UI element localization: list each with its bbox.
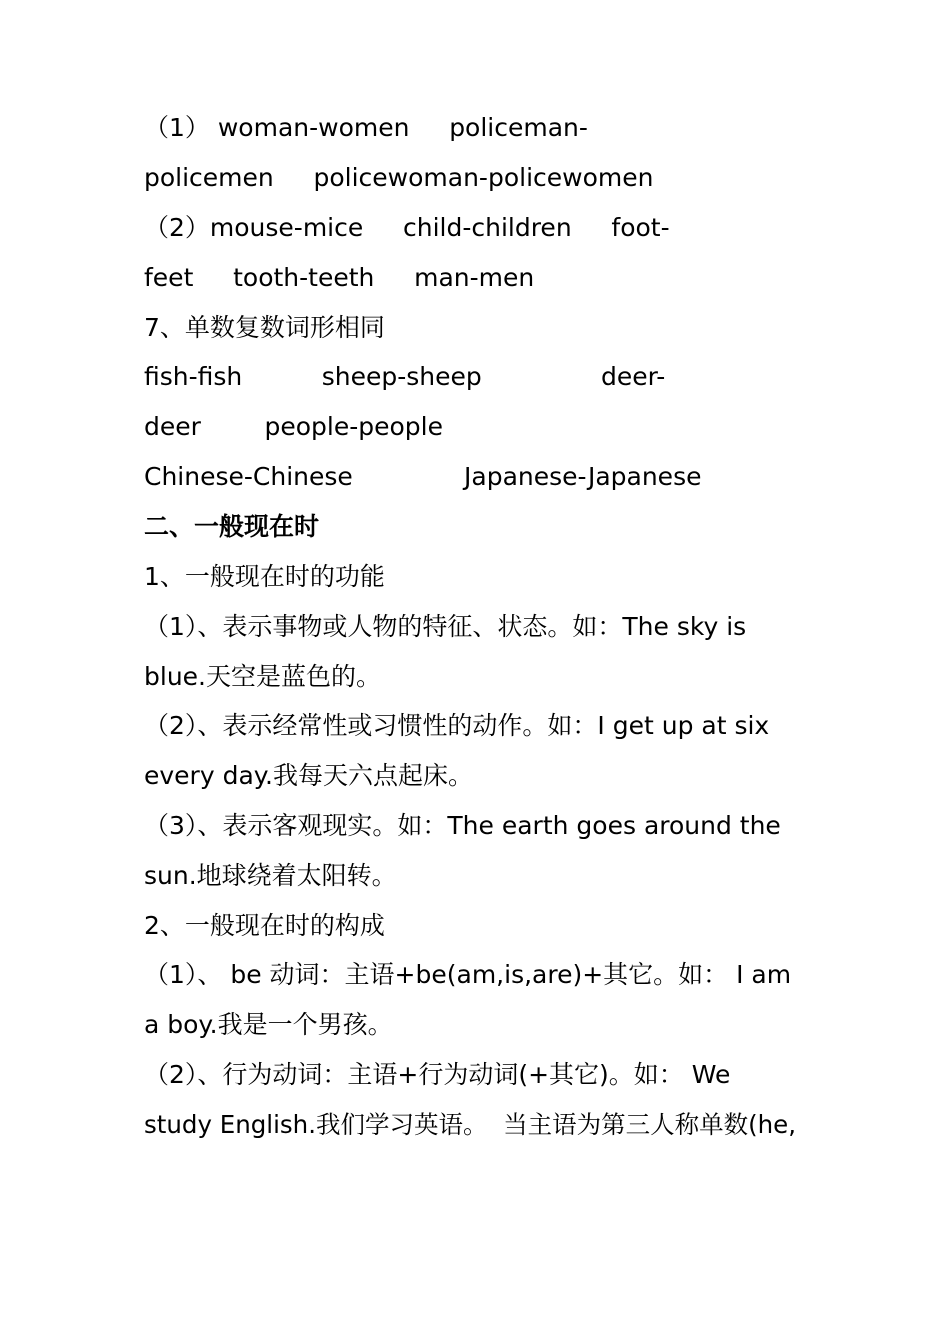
text-line-plural-feet: feet tooth-teeth man-men	[144, 263, 535, 292]
text-line-structure-2-cont: study English.我们学习英语。 当主语为第三人称单数(he,	[144, 1110, 797, 1139]
text-line-function-3: （3）、表示客观现实。如：The earth goes around the	[144, 811, 781, 840]
text-line-function-heading: 1、一般现在时的功能	[144, 562, 385, 591]
text-line-structure-2: （2）、行为动词：主语+行为动词(+其它)。如： We	[144, 1060, 731, 1089]
text-line-plural-policemen: policemen policewoman-policewomen	[144, 163, 654, 192]
text-line-function-1: （1）、表示事物或人物的特征、状态。如：The sky is	[144, 612, 747, 641]
section-heading-present-simple: 二、一般现在时	[144, 512, 320, 541]
text-line-structure-1-cont: a boy.我是一个男孩。	[144, 1010, 393, 1039]
text-line-same-form-fish: fish-fish sheep-sheep deer-	[144, 362, 666, 391]
text-line-function-2-cont: every day.我每天六点起床。	[144, 761, 473, 790]
text-line-rule-7-heading: 7、单数复数词形相同	[144, 313, 385, 342]
text-line-same-form-deer: deer people-people	[144, 412, 443, 441]
text-line-function-2: （2）、表示经常性或习惯性的动作。如：I get up at six	[144, 711, 770, 740]
text-line-structure-heading: 2、一般现在时的构成	[144, 911, 385, 940]
text-line-function-3-cont: sun.地球绕着太阳转。	[144, 861, 397, 890]
text-line-same-form-chinese: Chinese-Chinese Japanese-Japanese	[144, 462, 702, 491]
text-line-plural-woman: （1） woman-women policeman-	[144, 113, 588, 142]
text-line-structure-1: （1）、 be 动词：主语+be(am,is,are)+其它。如： I am	[144, 960, 792, 989]
text-line-plural-mouse: （2）mouse-mice child-children foot-	[144, 213, 670, 242]
text-line-function-1-cont: blue.天空是蓝色的。	[144, 662, 381, 691]
